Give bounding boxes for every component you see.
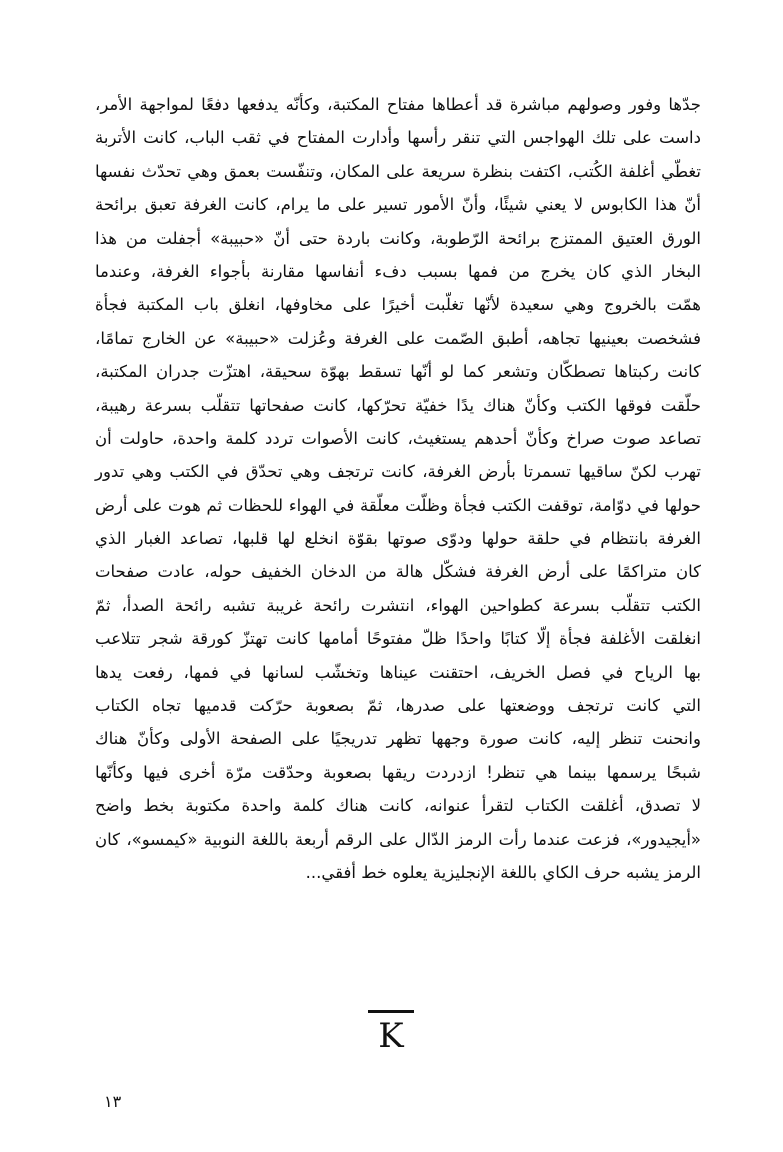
text-line: تغطّي أغلفة الكُتب، اكتفت بنظرة سريعة على المكان، وتنفّست بعمق وهي تحدّث نفسها: [95, 161, 701, 181]
text-line: «أيجيدور»، فزعت عندما رأت الرمز الدّال على الرقم أربعة باللغة النوبية «كيمسو»، كان: [95, 829, 701, 849]
page-number: ١٣: [104, 1092, 122, 1111]
text-line: الكتب تتقلّب بسرعة كطواحين الهواء، انتشرت رائحة غريبة تشبه رائحة الصدأ، ثمّ: [95, 595, 701, 615]
text-line: الورق العتيق الممتزج برائحة الرّطوبة، وكانت باردة حتى أنّ «حبيبة» أجفلت من هذا: [95, 228, 701, 248]
text-line: داست على تلك الهواجس التي تنقر رأسها وأدارت المفتاح في ثقب الباب، كانت الأتربة: [95, 128, 701, 148]
text-line: حولها في دوّامة، توقفت الكتب فجأة وظلّت معلّقة في الهواء للحظات ثم هوت على أرض: [95, 495, 701, 515]
text-line: همّت بالخروج وهي سعيدة لأنّها تغلّبت أخيرًا على مخاوفها، انغلق باب المكتبة فجأة: [95, 295, 701, 315]
text-line: كانت ركبتاها تصطكّان وتشعر كما لو أنّها تسقط بهوّة سحيقة، اهتزّت جدران المكتبة،: [95, 362, 701, 382]
text-line: بها الرياح في فصل الخريف، احتقنت عيناها وتخشّب لسانها في فمها، رفعت يدها: [95, 662, 701, 682]
text-line: فشخصت بعينيها تجاهه، أطبق الصّمت على الغرفة وعُزلت «حبيبة» عن الخارج تمامًا،: [95, 328, 701, 348]
text-line: شبحًا يرسمها بينما هي تنظر! ازدردت ريقها بصعوبة وحدّقت مرّة أخرى فيها وكأنّها: [95, 762, 701, 782]
text-line: لا تصدق، أغلقت الكتاب لتقرأ عنوانه، كانت هناك كلمة واحدة مكتوبة بخط واضح: [95, 796, 701, 816]
text-line: وانحنت تنظر إليه، كانت صورة وجهها تظهر تدريجيًا على الصفحة الأولى وكأنّ هناك: [95, 729, 701, 749]
text-line: انغلقت الأغلفة فجأة إلّا كتابًا واحدًا ظلّ مفتوحًا أمامها كانت تهتزّ كورقة شجر تتلاعب: [95, 629, 701, 649]
overlined-k-symbol: K: [368, 1010, 414, 1055]
text-line: التي كانت ترتجف ووضعتها على صدرها، ثمّ بصعوبة حرّكت قدميها تجاه الكتاب: [95, 696, 701, 716]
text-line: حلّقت فوقها الكتب وكأنّ هناك يدًا خفيّة تحرّكها، كانت صفحاتها تتقلّب بسرعة رهيبة،: [95, 395, 701, 415]
text-line: أنّ هذا الكابوس لا يعني شيئًا، وأنّ الأمور تسير على ما يرام، كانت الغرفة تعبق برائحة: [95, 195, 701, 215]
text-line: تصاعد صوت صراخ وكأنّ أحدهم يستغيث، كانت الأصوات تردد كلمة واحدة، حاولت أن: [95, 428, 701, 448]
text-line: جدّها وفور وصولهم مباشرة قد أعطاها مفتاح المكتبة، وكأنّه يدفعها دفعًا لمواجهة الأمر،: [95, 95, 701, 114]
text-line: الغرفة بانتظام في حلقة حولها ودوّى صوتها بقوّة انخلع لها قلبها، تصاعد الغبار الذي: [95, 529, 701, 549]
text-line: البخار الذي كان يخرج من فمها بسبب دفء أنفاسها مقارنة بأجواء الغرفة، وعندما: [95, 261, 701, 281]
text-line: تهرب لكنّ ساقيها تسمرتا بأرض الغرفة، كانت ترتجف وهي تحدّق في الكتب وهي تدور: [95, 462, 701, 482]
body-text: [95, 88, 701, 889]
text-line: الرمز يشبه حرف الكاي باللغة الإنجليزية يعلوه خط أفقي...: [305, 862, 701, 882]
text-line: كان متراكمًا على أرض الغرفة فشكّل هالة من الدخان الخفيف حوله، عادت صفحات: [95, 562, 701, 582]
